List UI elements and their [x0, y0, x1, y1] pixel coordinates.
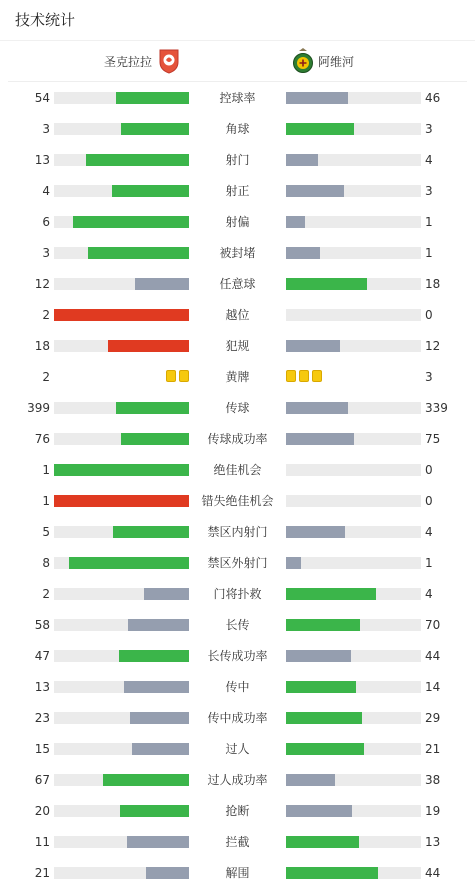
away-stat-value: 1 [425, 556, 433, 570]
yellow-card-icon [299, 370, 309, 382]
stat-label: 传中成功率 [207, 711, 268, 725]
away-stat-bar-track [286, 278, 421, 290]
stat-label: 抢断 [225, 804, 250, 818]
away-stat-bar [286, 123, 354, 135]
stat-row [0, 274, 475, 294]
away-stat-bar-track [286, 185, 421, 197]
stat-label: 传球成功率 [207, 432, 268, 446]
away-stat-bar-track [286, 650, 421, 662]
home-team-name: 圣克拉拉 [103, 54, 152, 69]
away-stat-bar-track [286, 526, 421, 538]
home-stat-bar [116, 92, 189, 104]
away-stat-bar-track [286, 340, 421, 352]
home-stat-bar [144, 588, 189, 600]
stat-row [0, 491, 475, 511]
away-stat-bar-track [286, 92, 421, 104]
home-stat-bar [124, 681, 189, 693]
stat-label: 射偏 [225, 215, 250, 229]
away-stat-bar [286, 216, 305, 228]
away-stat-value: 3 [425, 184, 433, 198]
home-team[interactable] [104, 41, 180, 81]
away-stat-value: 4 [425, 525, 433, 539]
stat-row [0, 646, 475, 666]
away-stat-value: 18 [425, 277, 441, 291]
stat-row [0, 336, 475, 356]
santa-clara-crest-icon [158, 48, 180, 74]
home-stat-bar-track [54, 216, 189, 228]
stat-label: 任意球 [219, 277, 256, 291]
away-stat-value: 4 [425, 587, 433, 601]
away-stat-bar [286, 92, 348, 104]
home-stat-value: 15 [34, 742, 50, 756]
home-stat-value: 18 [34, 339, 50, 353]
home-stat-value: 2 [42, 587, 50, 601]
yellow-card-icon [286, 370, 296, 382]
home-stat-bar [69, 557, 189, 569]
away-stat-bar-track [286, 216, 421, 228]
home-stat-value: 4 [42, 184, 50, 198]
stat-row [0, 243, 475, 263]
stat-row [0, 677, 475, 697]
stat-label: 传球 [225, 401, 250, 415]
home-stat-bar-track [54, 278, 189, 290]
away-stat-bar [286, 650, 351, 662]
stat-row [0, 770, 475, 790]
home-stat-bar-track [54, 588, 189, 600]
away-stat-value: 0 [425, 308, 433, 322]
page-title: 技术统计 [15, 11, 76, 29]
away-stat-value: 29 [425, 711, 441, 725]
away-yellow-cards [286, 370, 322, 382]
away-stat-bar [286, 712, 362, 724]
away-stat-value: 12 [425, 339, 441, 353]
away-stat-bar-track [286, 774, 421, 786]
home-stat-bar [128, 619, 189, 631]
stat-label: 角球 [225, 122, 250, 136]
home-stat-value: 8 [42, 556, 50, 570]
home-stat-bar-track [54, 340, 189, 352]
stat-row [0, 863, 475, 883]
away-stat-bar [286, 743, 364, 755]
home-stat-bar-track [54, 402, 189, 414]
home-stat-bar [120, 805, 189, 817]
home-stat-bar [86, 154, 189, 166]
home-stat-value: 11 [34, 835, 50, 849]
home-stat-bar-track [54, 526, 189, 538]
stat-label: 禁区内射门 [207, 525, 268, 539]
away-stat-value: 1 [425, 246, 433, 260]
away-stat-bar-track [286, 247, 421, 259]
stat-label: 禁区外射门 [207, 556, 268, 570]
home-stat-bar-track [54, 712, 189, 724]
away-team-name: 阿维河 [318, 54, 355, 69]
away-stat-bar [286, 836, 359, 848]
stat-row [0, 119, 475, 139]
away-stat-value: 1 [425, 215, 433, 229]
away-stat-value: 44 [425, 649, 441, 663]
away-stat-bar [286, 402, 348, 414]
home-stat-bar-track [54, 464, 189, 476]
yellow-card-icon [166, 370, 176, 382]
away-stat-value: 0 [425, 494, 433, 508]
home-stat-value: 5 [42, 525, 50, 539]
stat-row [0, 739, 475, 759]
home-stat-bar-track [54, 495, 189, 507]
stat-label: 射门 [225, 153, 250, 167]
home-stat-bar [135, 278, 189, 290]
home-stat-bar [121, 433, 189, 445]
home-stat-bar-track [54, 92, 189, 104]
stat-label: 控球率 [219, 91, 256, 105]
stat-label: 拦截 [225, 835, 250, 849]
home-stat-bar [54, 309, 189, 321]
stat-label: 过人 [225, 742, 250, 756]
home-stat-value: 3 [42, 246, 50, 260]
away-stat-value: 3 [425, 122, 433, 136]
stat-row [0, 181, 475, 201]
away-stat-bar-track [286, 805, 421, 817]
home-stat-bar-track [54, 247, 189, 259]
home-stat-value: 2 [42, 308, 50, 322]
away-stat-bar-track [286, 867, 421, 879]
away-stat-value: 339 [425, 401, 448, 415]
home-stat-bar [103, 774, 189, 786]
home-stat-value: 58 [34, 618, 50, 632]
stat-label: 绝佳机会 [213, 463, 262, 477]
stat-row [0, 522, 475, 542]
home-stat-bar [108, 340, 189, 352]
away-stat-bar [286, 185, 344, 197]
home-stat-value: 12 [34, 277, 50, 291]
home-stat-bar [113, 526, 189, 538]
away-stat-value: 44 [425, 866, 441, 880]
home-stat-value: 2 [42, 370, 50, 384]
home-stat-value: 13 [34, 153, 50, 167]
stat-row [0, 305, 475, 325]
home-stat-bar [88, 247, 189, 259]
away-stat-bar [286, 557, 301, 569]
away-stat-bar-track [286, 309, 421, 321]
stat-row [0, 553, 475, 573]
away-team[interactable] [292, 41, 354, 81]
stat-row [0, 832, 475, 852]
home-stat-value: 67 [34, 773, 50, 787]
stat-row [0, 584, 475, 604]
away-stat-bar-track [286, 154, 421, 166]
home-stat-value: 399 [27, 401, 50, 415]
home-stat-bar-track [54, 309, 189, 321]
home-stat-value: 21 [34, 866, 50, 880]
home-stat-bar-track [54, 433, 189, 445]
home-stat-bar-track [54, 681, 189, 693]
away-stat-bar-track [286, 123, 421, 135]
stat-row [0, 708, 475, 728]
home-stat-bar [54, 464, 189, 476]
away-stat-bar [286, 681, 356, 693]
home-stat-bar [116, 402, 189, 414]
away-stat-bar [286, 278, 367, 290]
away-stat-value: 4 [425, 153, 433, 167]
home-stat-bar-track [54, 185, 189, 197]
home-stat-value: 3 [42, 122, 50, 136]
stat-label: 传中 [225, 680, 250, 694]
away-stat-bar [286, 247, 320, 259]
home-stat-bar [130, 712, 189, 724]
home-yellow-cards [166, 370, 189, 382]
stat-row [0, 429, 475, 449]
stat-label: 错失绝佳机会 [201, 494, 274, 508]
away-stat-value: 13 [425, 835, 441, 849]
home-stat-value: 54 [34, 91, 50, 105]
away-stat-value: 21 [425, 742, 441, 756]
away-stat-bar-track [286, 743, 421, 755]
yellow-card-icon [312, 370, 322, 382]
away-stat-bar-track [286, 464, 421, 476]
home-stat-bar [146, 867, 189, 879]
away-stat-bar [286, 619, 360, 631]
away-stat-value: 19 [425, 804, 441, 818]
home-stat-bar [119, 650, 189, 662]
home-stat-value: 13 [34, 680, 50, 694]
stat-label: 过人成功率 [207, 773, 268, 787]
stat-row [0, 150, 475, 170]
away-stat-bar [286, 526, 345, 538]
home-stat-bar-track [54, 805, 189, 817]
away-stat-bar [286, 805, 352, 817]
home-stat-value: 1 [42, 463, 50, 477]
rio-ave-crest-icon [292, 48, 314, 74]
home-stat-bar-track [54, 619, 189, 631]
away-stat-value: 46 [425, 91, 441, 105]
home-stat-value: 76 [34, 432, 50, 446]
stat-label: 解围 [225, 866, 250, 880]
stats-header [0, 0, 475, 41]
away-stat-bar [286, 867, 378, 879]
home-stat-bar-track [54, 743, 189, 755]
stat-label: 射正 [225, 184, 250, 198]
home-stat-bar [127, 836, 189, 848]
away-stat-value: 70 [425, 618, 441, 632]
home-stat-value: 6 [42, 215, 50, 229]
home-stat-bar-track [54, 557, 189, 569]
away-stat-value: 3 [425, 370, 433, 384]
home-stat-value: 20 [34, 804, 50, 818]
away-stat-bar-track [286, 619, 421, 631]
stat-row [0, 212, 475, 232]
away-stat-bar [286, 340, 340, 352]
home-stat-bar [121, 123, 189, 135]
home-stat-bar-track [54, 867, 189, 879]
stat-label: 越位 [225, 308, 250, 322]
stat-label: 黄牌 [225, 370, 250, 384]
away-stat-bar [286, 433, 354, 445]
home-stat-bar-track [54, 123, 189, 135]
stat-label: 犯规 [225, 339, 250, 353]
away-stat-value: 75 [425, 432, 441, 446]
stat-label: 门将扑救 [213, 587, 262, 601]
away-stat-value: 0 [425, 463, 433, 477]
stat-label: 被封堵 [219, 246, 256, 260]
home-stat-value: 47 [34, 649, 50, 663]
away-stat-bar-track [286, 836, 421, 848]
away-stat-bar-track [286, 588, 421, 600]
home-stat-value: 1 [42, 494, 50, 508]
home-stat-bar-track [54, 154, 189, 166]
away-stat-bar-track [286, 402, 421, 414]
away-stat-value: 38 [425, 773, 441, 787]
home-stat-bar-track [54, 650, 189, 662]
home-stat-bar [54, 495, 189, 507]
home-stat-bar [132, 743, 189, 755]
team-header-row [8, 41, 467, 82]
stat-label: 长传 [225, 618, 250, 632]
away-stat-bar [286, 588, 376, 600]
home-stat-bar [112, 185, 189, 197]
away-stat-bar-track [286, 712, 421, 724]
stat-row [0, 615, 475, 635]
stat-row [0, 88, 475, 108]
stat-row [0, 801, 475, 821]
stat-row [0, 460, 475, 480]
home-stat-bar [73, 216, 189, 228]
away-stat-bar-track [286, 433, 421, 445]
yellow-card-icon [179, 370, 189, 382]
away-stat-bar-track [286, 495, 421, 507]
away-stat-value: 14 [425, 680, 441, 694]
stat-row [0, 367, 475, 387]
home-stat-bar-track [54, 774, 189, 786]
home-stat-value: 23 [34, 711, 50, 725]
away-stat-bar-track [286, 681, 421, 693]
away-stat-bar [286, 154, 318, 166]
away-stat-bar [286, 774, 335, 786]
stat-row [0, 398, 475, 418]
home-stat-bar-track [54, 836, 189, 848]
away-stat-bar-track [286, 557, 421, 569]
stat-label: 长传成功率 [207, 649, 268, 663]
